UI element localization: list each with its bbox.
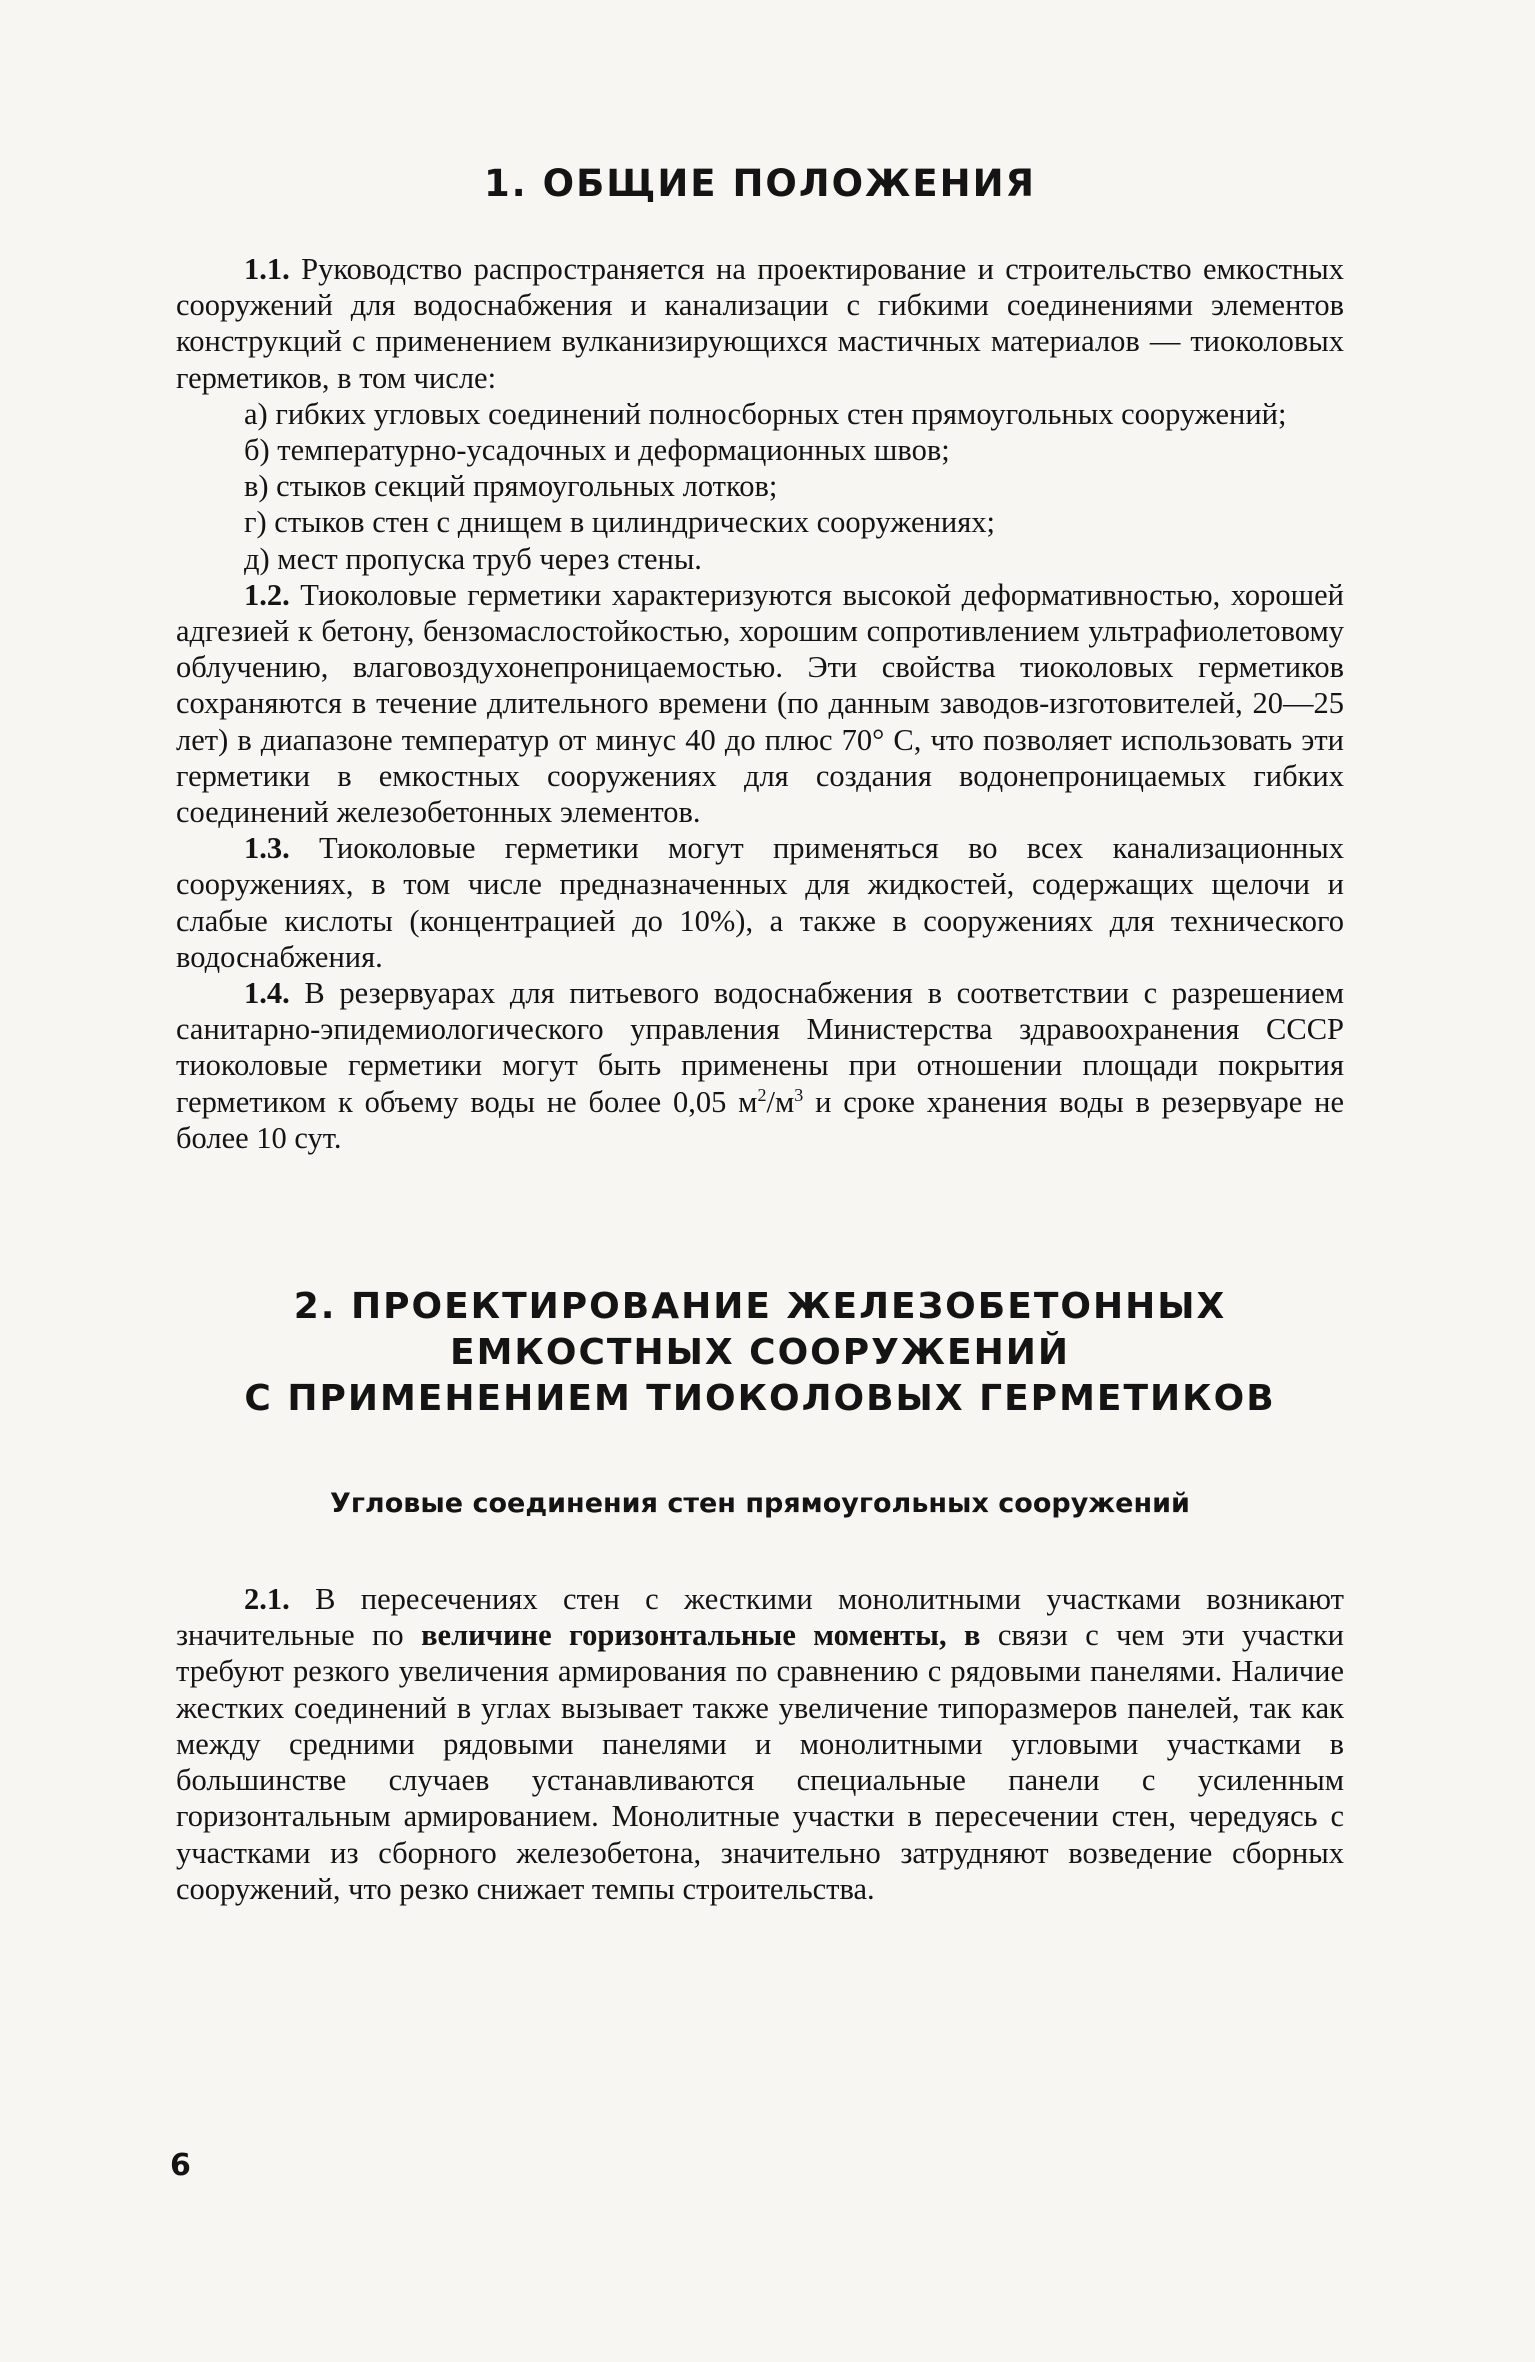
list-item-c: в) стыков секций прямоугольных лотков;: [244, 469, 778, 504]
section-2-heading-line: 2. ПРОЕКТИРОВАНИЕ ЖЕЛЕЗОБЕТОННЫХ: [293, 1286, 1227, 1328]
paragraph-text: Тиоколовые герметики могут применяться во всех канализационных сооружениях, в том числе предназначенных для жидкостей, содержащих щелочи и слабые кислоты (концентрацией до 10%), а также в сооружениях для технического водоснабжения.: [176, 831, 1344, 974]
paragraph-text: В пересечениях стен с жесткими монолитными участками возникают значительные по: [176, 1582, 1344, 1653]
section-2-heading-line: С ПРИМЕНЕНИЕМ ТИОКОЛОВЫХ ГЕРМЕТИКОВ: [244, 1378, 1276, 1420]
paragraph-text: связи с чем эти участки требуют резкого увеличения армирования по сравнению с рядовыми панелями. Наличие жестких соединений в углах вызывает также увеличение типоразмеров панелей, так как между средними рядовыми панелями и монолитными угловыми участками в большинстве случаев устанавливаются специальные панели с усиленным горизонтальным армированием. Монолитные участки в пересечении стен, чередуясь с участками из сборного железобетона, значительно затрудняют возведение сборных сооружений, что резко снижает темпы строительства.: [176, 1618, 1344, 1906]
paragraph-text: Тиоколовые герметики характеризуются высокой деформативностью, хорошей адгезией к бетону, бензомаслостойкостью, хорошим сопротивлением ультрафиолетовому облучению, влаговоздухонепроницаемостью. Эти свойства тиоколовых герметиков сохраняются в течение длительного времени (по данным заводов-изготовителей, 20—25 лет) в диапазоне температур от минус 40 до плюс 70° С, что позволяет использовать эти герметики в емкостных сооружениях для создания водонепроницаемых гибких соединений железобетонных элементов.: [176, 577, 1344, 830]
paragraph-1-4: [176, 975, 1344, 1156]
paragraph-text: и сроке хранения воды в резервуаре не более 10 сут.: [176, 1084, 1345, 1155]
paragraph-number: 2.1.: [244, 1582, 290, 1617]
paragraph-text: Руководство распространяется на проектирование и строительство емкостных сооружений для водоснабжения и канализации с гибкими соединениями элементов конструкций с применением вулканизирующихся мастичных материалов — тиоколовых герметиков, в том числе:: [176, 252, 1345, 395]
paragraph-1-1: [176, 251, 1344, 396]
paragraph-number: 1.3.: [244, 831, 290, 866]
document-page: [176, 150, 1344, 1907]
paragraph-1-3: [176, 830, 1344, 975]
section-2-heading: [176, 1284, 1344, 1422]
paragraph-number: 1.1.: [244, 252, 290, 286]
bold-phrase: величине горизонтальные моменты, в: [421, 1618, 981, 1653]
list-item-e: д) мест пропуска труб через стены.: [244, 541, 702, 576]
list-item-b: б) температурно-усадочных и деформационных швов;: [244, 433, 950, 468]
list-item-d: г) стыков стен с днищем в цилиндрических сооружениях;: [244, 505, 995, 540]
paragraph-2-1: [176, 1581, 1344, 1907]
paragraph-number: 1.2.: [244, 577, 290, 612]
superscript: 2: [757, 1084, 767, 1105]
unit-slash: /м: [766, 1084, 795, 1119]
superscript: 3: [794, 1084, 804, 1105]
page-number: 6: [170, 2148, 191, 2183]
section-1-heading: 1. ОБЩИЕ ПОЛОЖЕНИЯ: [483, 162, 1037, 205]
paragraph-number: 1.4.: [244, 976, 290, 1011]
paragraph-1-2: [176, 577, 1344, 830]
paragraph-text: В резервуарах для питьевого водоснабжения в соответствии с разрешением санитарно-эпидемиологического управления Министерства здравоохранения СССР тиоколовые герметики могут быть применены при отношении площади покрытия герметиком к объему воды не более 0,05 м: [176, 976, 1344, 1119]
list-item-a: а) гибких угловых соединений полносборных стен прямоугольных сооружений;: [244, 396, 1287, 431]
section-2-heading-line: ЕМКОСТНЫХ СООРУЖЕНИЙ: [450, 1332, 1070, 1374]
subsection-heading: Угловые соединения стен прямоугольных сооружений: [330, 1488, 1190, 1520]
